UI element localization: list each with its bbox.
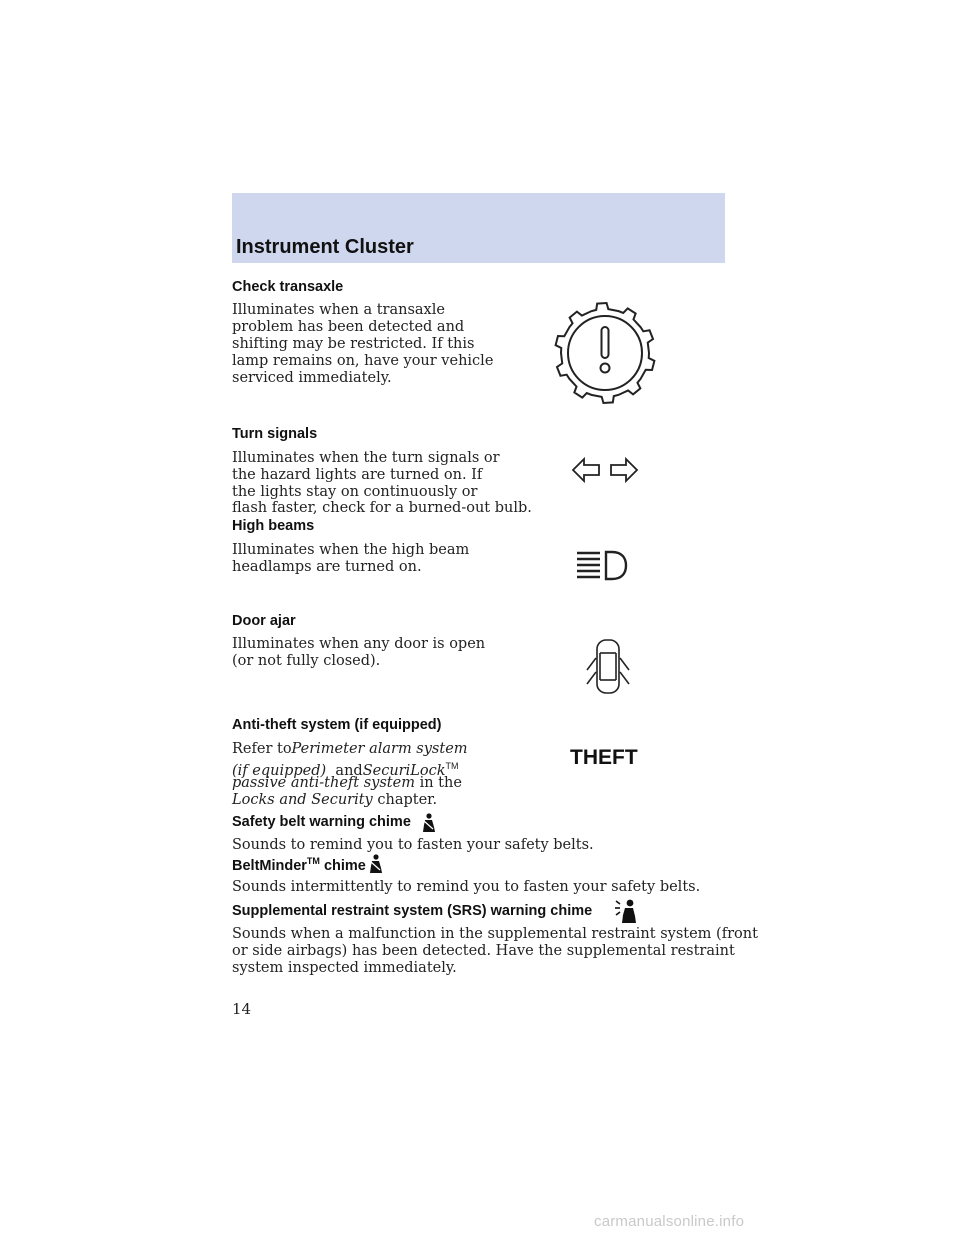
airbag-warning-icon	[614, 898, 638, 924]
refer-to-text: Refer to	[232, 741, 292, 757]
securilock-ref: SecuriLock	[362, 763, 446, 779]
in-the-text: in the	[419, 775, 462, 791]
and-text: and	[335, 763, 363, 779]
door-ajar-line-1: Illuminates when any door is open	[232, 636, 486, 652]
heading-check-transaxle: Check transaxle	[232, 279, 344, 295]
heading-safety-belt: Safety belt warning chime	[232, 814, 411, 830]
turn-signals-line-4: flash faster, check for a burned-out bulb.	[232, 500, 532, 516]
transaxle-warning-icon	[553, 301, 657, 405]
page-title: Instrument Cluster	[236, 236, 414, 258]
heading-turn-signals: Turn signals	[232, 426, 318, 442]
check-transaxle-line-1: Illuminates when a transaxle	[232, 302, 445, 318]
heading-door-ajar: Door ajar	[232, 613, 296, 629]
theft-indicator-text: THEFT	[570, 746, 638, 769]
heading-beltminder	[232, 856, 366, 874]
beltminder-body: Sounds intermittently to remind you to fasten your safety belts.	[232, 879, 701, 895]
check-transaxle-line-2: problem has been detected and	[232, 319, 465, 335]
perimeter-alarm-ref: Perimeter alarm system	[291, 741, 468, 757]
heading-high-beams: High beams	[232, 518, 315, 534]
anti-theft-line-1	[232, 741, 468, 758]
watermark: carmanualsonline.info	[594, 1213, 745, 1230]
turn-signals-line-1: Illuminates when the turn signals or	[232, 450, 500, 466]
safety-belt-body: Sounds to remind you to fasten your safety belts.	[232, 837, 594, 853]
high-beams-line-1: Illuminates when the high beam	[232, 542, 470, 558]
exclamation-dot	[601, 364, 610, 373]
heading-anti-theft: Anti-theft system (if equipped)	[232, 717, 442, 733]
check-transaxle-line-3: shifting may be restricted. If this	[232, 336, 475, 352]
srs-line-1: Sounds when a malfunction in the supplemental restraint system (front	[232, 926, 758, 942]
turn-signals-line-3: the lights stay on continuously or	[232, 484, 478, 500]
turn-signal-arrows-icon	[570, 455, 640, 485]
passive-anti-theft-ref: passive anti-theft system	[232, 775, 415, 791]
beltminder-name: BeltMinder	[232, 858, 307, 874]
locks-security-ref: Locks and Security	[232, 792, 373, 808]
chapter-text: chapter.	[377, 792, 438, 808]
trademark-mark: TM	[445, 761, 459, 771]
exclamation-bar	[602, 327, 609, 358]
door-ajar-line-2: (or not fully closed).	[232, 653, 381, 669]
turn-signals-line-2: the hazard lights are turned on. If	[232, 467, 483, 483]
beltminder-icon	[367, 854, 383, 874]
if-equipped-ref: (if equipped)	[232, 763, 327, 779]
srs-line-2: or side airbags) has been detected. Have the supplemental restraint	[232, 943, 735, 959]
high-beam-icon	[574, 549, 630, 583]
door-ajar-icon	[582, 636, 634, 698]
safety-belt-icon	[420, 813, 436, 833]
check-transaxle-line-5: serviced immediately.	[232, 370, 392, 386]
heading-srs: Supplemental restraint system (SRS) warning chime	[232, 903, 593, 919]
beltminder-trademark: TM	[306, 856, 320, 866]
beltminder-chime-word: chime	[323, 858, 366, 874]
anti-theft-line-3	[232, 775, 462, 792]
srs-line-3: system inspected immediately.	[232, 960, 457, 976]
anti-theft-line-4	[232, 792, 437, 809]
check-transaxle-line-4: lamp remains on, have your vehicle	[232, 353, 494, 369]
high-beams-line-2: headlamps are turned on.	[232, 559, 422, 575]
page-number: 14	[232, 1000, 252, 1018]
